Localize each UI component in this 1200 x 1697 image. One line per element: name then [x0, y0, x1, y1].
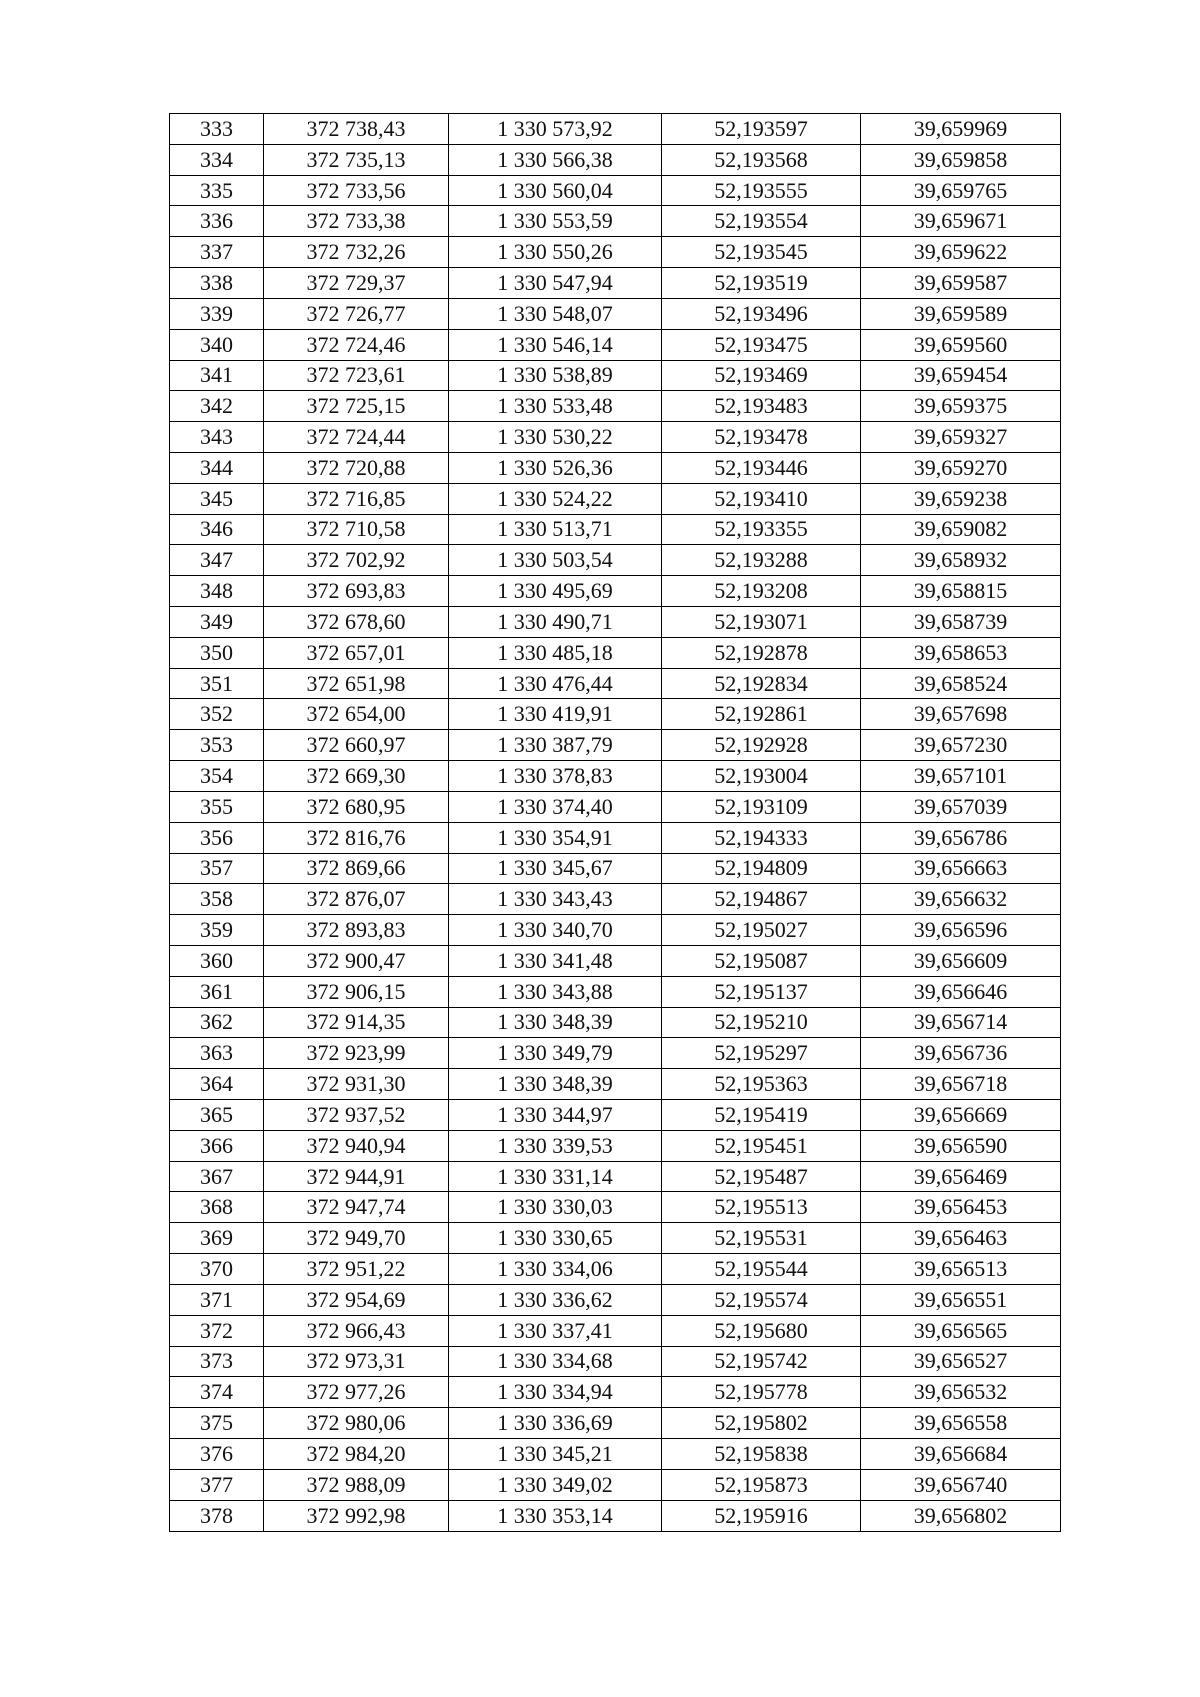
table-cell: 372 729,37 [264, 268, 449, 299]
table-cell: 1 330 336,69 [449, 1408, 662, 1439]
table-row [170, 637, 1061, 668]
table-cell: 52,193446 [662, 452, 861, 483]
table-cell: 362 [170, 1007, 264, 1038]
table-cell: 339 [170, 298, 264, 329]
table-cell: 39,656718 [861, 1069, 1061, 1100]
table-cell: 1 330 526,36 [449, 452, 662, 483]
table-cell: 52,193071 [662, 607, 861, 638]
table-cell: 1 330 337,41 [449, 1315, 662, 1346]
table-cell: 39,659858 [861, 144, 1061, 175]
table-cell: 372 723,61 [264, 360, 449, 391]
table-cell: 1 330 354,91 [449, 822, 662, 853]
table-cell: 52,195363 [662, 1069, 861, 1100]
table-cell: 372 973,31 [264, 1346, 449, 1377]
table-cell: 372 954,69 [264, 1284, 449, 1315]
table-cell: 372 680,95 [264, 791, 449, 822]
table-cell: 39,656786 [861, 822, 1061, 853]
table-cell: 52,192861 [662, 699, 861, 730]
table-cell: 52,193478 [662, 422, 861, 453]
table-cell: 372 980,06 [264, 1408, 449, 1439]
table-cell: 372 702,92 [264, 545, 449, 576]
table-cell: 335 [170, 175, 264, 206]
table-cell: 372 931,30 [264, 1069, 449, 1100]
table-cell: 372 657,01 [264, 637, 449, 668]
table-cell: 372 940,94 [264, 1130, 449, 1161]
table-cell: 1 330 330,03 [449, 1192, 662, 1223]
table-cell: 1 330 560,04 [449, 175, 662, 206]
table-cell: 372 716,85 [264, 483, 449, 514]
table-cell: 39,656669 [861, 1100, 1061, 1131]
table-row [170, 1346, 1061, 1377]
table-cell: 368 [170, 1192, 264, 1223]
table-cell: 372 951,22 [264, 1254, 449, 1285]
table-cell: 372 869,66 [264, 853, 449, 884]
table-cell: 52,194809 [662, 853, 861, 884]
table-cell: 377 [170, 1469, 264, 1500]
table-cell: 367 [170, 1161, 264, 1192]
table-row [170, 1377, 1061, 1408]
table-cell: 39,656513 [861, 1254, 1061, 1285]
table-row [170, 1500, 1061, 1531]
table-cell: 39,656558 [861, 1408, 1061, 1439]
table-cell: 347 [170, 545, 264, 576]
table-cell: 352 [170, 699, 264, 730]
table-cell: 1 330 348,39 [449, 1007, 662, 1038]
table-cell: 39,656740 [861, 1469, 1061, 1500]
table-cell: 52,195087 [662, 945, 861, 976]
table-cell: 372 733,56 [264, 175, 449, 206]
table-cell: 1 330 349,79 [449, 1038, 662, 1069]
table-cell: 52,193475 [662, 329, 861, 360]
table-cell: 39,659327 [861, 422, 1061, 453]
table-cell: 372 738,43 [264, 114, 449, 145]
table-row [170, 822, 1061, 853]
table-cell: 363 [170, 1038, 264, 1069]
table-cell: 52,195742 [662, 1346, 861, 1377]
table-cell: 372 660,97 [264, 730, 449, 761]
table-cell: 39,657101 [861, 761, 1061, 792]
table-row [170, 1408, 1061, 1439]
table-cell: 39,656469 [861, 1161, 1061, 1192]
table-cell: 372 914,35 [264, 1007, 449, 1038]
table-cell: 372 947,74 [264, 1192, 449, 1223]
table-row [170, 452, 1061, 483]
table-cell: 52,193519 [662, 268, 861, 299]
table-cell: 52,193288 [662, 545, 861, 576]
table-cell: 344 [170, 452, 264, 483]
table-row [170, 576, 1061, 607]
table-cell: 372 923,99 [264, 1038, 449, 1069]
table-cell: 366 [170, 1130, 264, 1161]
table-cell: 52,195419 [662, 1100, 861, 1131]
table-cell: 39,656736 [861, 1038, 1061, 1069]
table-row [170, 237, 1061, 268]
table-cell: 39,656802 [861, 1500, 1061, 1531]
table-cell: 340 [170, 329, 264, 360]
table-cell: 364 [170, 1069, 264, 1100]
table-cell: 372 992,98 [264, 1500, 449, 1531]
table-row [170, 391, 1061, 422]
table-cell: 374 [170, 1377, 264, 1408]
table-cell: 1 330 548,07 [449, 298, 662, 329]
table-cell: 1 330 566,38 [449, 144, 662, 175]
table-cell: 372 710,58 [264, 514, 449, 545]
table-cell: 372 669,30 [264, 761, 449, 792]
table-row [170, 1284, 1061, 1315]
table-cell: 343 [170, 422, 264, 453]
table-cell: 1 330 490,71 [449, 607, 662, 638]
table-cell: 1 330 330,65 [449, 1223, 662, 1254]
table-cell: 372 678,60 [264, 607, 449, 638]
table-row [170, 114, 1061, 145]
table-cell: 39,659765 [861, 175, 1061, 206]
table-cell: 39,657230 [861, 730, 1061, 761]
table-cell: 356 [170, 822, 264, 853]
table-cell: 52,192878 [662, 637, 861, 668]
table-row [170, 730, 1061, 761]
table-cell: 1 330 343,88 [449, 976, 662, 1007]
table-cell: 1 330 495,69 [449, 576, 662, 607]
table-row [170, 1223, 1061, 1254]
table-cell: 52,193109 [662, 791, 861, 822]
table-row [170, 144, 1061, 175]
table-cell: 1 330 503,54 [449, 545, 662, 576]
table-cell: 52,195778 [662, 1377, 861, 1408]
table-cell: 52,194867 [662, 884, 861, 915]
table-cell: 52,193355 [662, 514, 861, 545]
table-cell: 52,195027 [662, 915, 861, 946]
table-cell: 361 [170, 976, 264, 1007]
table-cell: 353 [170, 730, 264, 761]
table-cell: 39,659082 [861, 514, 1061, 545]
table-cell: 52,193568 [662, 144, 861, 175]
table-cell: 52,195297 [662, 1038, 861, 1069]
table-cell: 1 330 334,94 [449, 1377, 662, 1408]
table-cell: 357 [170, 853, 264, 884]
table-cell: 52,193554 [662, 206, 861, 237]
table-cell: 372 654,00 [264, 699, 449, 730]
table-cell: 1 330 336,62 [449, 1284, 662, 1315]
table-cell: 372 732,26 [264, 237, 449, 268]
table-cell: 1 330 374,40 [449, 791, 662, 822]
table-cell: 39,659587 [861, 268, 1061, 299]
table-cell: 372 726,77 [264, 298, 449, 329]
table-cell: 1 330 546,14 [449, 329, 662, 360]
table-row [170, 545, 1061, 576]
table-row [170, 1469, 1061, 1500]
table-cell: 39,658815 [861, 576, 1061, 607]
table-cell: 39,656527 [861, 1346, 1061, 1377]
table-cell: 1 330 340,70 [449, 915, 662, 946]
table-row [170, 1161, 1061, 1192]
table-cell: 345 [170, 483, 264, 514]
table-row [170, 884, 1061, 915]
table-cell: 372 977,26 [264, 1377, 449, 1408]
table-cell: 372 651,98 [264, 668, 449, 699]
table-cell: 360 [170, 945, 264, 976]
table-cell: 1 330 345,67 [449, 853, 662, 884]
table-cell: 52,195916 [662, 1500, 861, 1531]
table-row [170, 1007, 1061, 1038]
table-cell: 39,659375 [861, 391, 1061, 422]
table-cell: 52,193555 [662, 175, 861, 206]
table-cell: 372 893,83 [264, 915, 449, 946]
table-row [170, 607, 1061, 638]
table-cell: 39,659622 [861, 237, 1061, 268]
table-cell: 39,659238 [861, 483, 1061, 514]
table-cell: 1 330 349,02 [449, 1469, 662, 1500]
table-row [170, 422, 1061, 453]
table-cell: 372 724,44 [264, 422, 449, 453]
table-cell: 39,656590 [861, 1130, 1061, 1161]
table-cell: 39,658739 [861, 607, 1061, 638]
table-cell: 372 733,38 [264, 206, 449, 237]
table-cell: 372 937,52 [264, 1100, 449, 1131]
table-cell: 372 949,70 [264, 1223, 449, 1254]
table-cell: 39,659969 [861, 114, 1061, 145]
table-cell: 52,193496 [662, 298, 861, 329]
table-cell: 348 [170, 576, 264, 607]
table-cell: 371 [170, 1284, 264, 1315]
table-cell: 375 [170, 1408, 264, 1439]
table-cell: 351 [170, 668, 264, 699]
table-cell: 334 [170, 144, 264, 175]
table-cell: 1 330 339,53 [449, 1130, 662, 1161]
table-row [170, 483, 1061, 514]
table-cell: 52,195513 [662, 1192, 861, 1223]
table-cell: 1 330 348,39 [449, 1069, 662, 1100]
table-row [170, 1192, 1061, 1223]
table-cell: 1 330 343,43 [449, 884, 662, 915]
table-body [170, 114, 1061, 1532]
table-cell: 52,194333 [662, 822, 861, 853]
table-row [170, 915, 1061, 946]
table-cell: 52,195574 [662, 1284, 861, 1315]
table-cell: 372 944,91 [264, 1161, 449, 1192]
table-row [170, 1038, 1061, 1069]
table-cell: 373 [170, 1346, 264, 1377]
table-cell: 372 [170, 1315, 264, 1346]
coordinates-table [169, 113, 1061, 1532]
table-cell: 39,656453 [861, 1192, 1061, 1223]
table-cell: 52,195680 [662, 1315, 861, 1346]
table-row [170, 1130, 1061, 1161]
table-row [170, 514, 1061, 545]
table-row [170, 668, 1061, 699]
table-cell: 52,195137 [662, 976, 861, 1007]
table-cell: 372 725,15 [264, 391, 449, 422]
table-row [170, 1315, 1061, 1346]
table-cell: 1 330 553,59 [449, 206, 662, 237]
table-cell: 39,657698 [861, 699, 1061, 730]
table-cell: 1 330 341,48 [449, 945, 662, 976]
table-cell: 354 [170, 761, 264, 792]
table-cell: 39,656714 [861, 1007, 1061, 1038]
table-cell: 336 [170, 206, 264, 237]
table-cell: 372 900,47 [264, 945, 449, 976]
table-cell: 1 330 353,14 [449, 1500, 662, 1531]
table-row [170, 360, 1061, 391]
table-cell: 355 [170, 791, 264, 822]
table-cell: 372 966,43 [264, 1315, 449, 1346]
table-row [170, 206, 1061, 237]
table-cell: 369 [170, 1223, 264, 1254]
table-cell: 52,192928 [662, 730, 861, 761]
table-cell: 1 330 524,22 [449, 483, 662, 514]
table-cell: 1 330 533,48 [449, 391, 662, 422]
table-cell: 365 [170, 1100, 264, 1131]
table-cell: 358 [170, 884, 264, 915]
table-cell: 1 330 387,79 [449, 730, 662, 761]
table-cell: 39,656532 [861, 1377, 1061, 1408]
table-cell: 52,193410 [662, 483, 861, 514]
table-cell: 372 724,46 [264, 329, 449, 360]
table-cell: 359 [170, 915, 264, 946]
table-row [170, 1100, 1061, 1131]
table-cell: 39,656565 [861, 1315, 1061, 1346]
table-cell: 39,656596 [861, 915, 1061, 946]
table-cell: 39,658524 [861, 668, 1061, 699]
table-cell: 1 330 550,26 [449, 237, 662, 268]
table-cell: 39,656463 [861, 1223, 1061, 1254]
table-row [170, 976, 1061, 1007]
table-cell: 52,192834 [662, 668, 861, 699]
table-cell: 1 330 547,94 [449, 268, 662, 299]
table-cell: 52,193483 [662, 391, 861, 422]
table-cell: 1 330 485,18 [449, 637, 662, 668]
table-row [170, 853, 1061, 884]
table-cell: 39,658932 [861, 545, 1061, 576]
table-cell: 39,659270 [861, 452, 1061, 483]
table-cell: 338 [170, 268, 264, 299]
table-cell: 52,195802 [662, 1408, 861, 1439]
table-cell: 39,659454 [861, 360, 1061, 391]
table-row [170, 329, 1061, 360]
table-cell: 39,659589 [861, 298, 1061, 329]
table-cell: 39,656646 [861, 976, 1061, 1007]
table-cell: 372 984,20 [264, 1438, 449, 1469]
table-cell: 372 876,07 [264, 884, 449, 915]
table-cell: 333 [170, 114, 264, 145]
table-cell: 372 735,13 [264, 144, 449, 175]
table-cell: 1 330 334,68 [449, 1346, 662, 1377]
table-cell: 39,656609 [861, 945, 1061, 976]
table-cell: 372 720,88 [264, 452, 449, 483]
table-cell: 39,658653 [861, 637, 1061, 668]
table-cell: 52,195838 [662, 1438, 861, 1469]
table-row [170, 298, 1061, 329]
table-cell: 372 988,09 [264, 1469, 449, 1500]
table-cell: 1 330 530,22 [449, 422, 662, 453]
table-cell: 1 330 419,91 [449, 699, 662, 730]
table-cell: 372 906,15 [264, 976, 449, 1007]
table-cell: 1 330 344,97 [449, 1100, 662, 1131]
table-cell: 346 [170, 514, 264, 545]
table-cell: 52,193004 [662, 761, 861, 792]
table-cell: 1 330 476,44 [449, 668, 662, 699]
table-cell: 372 693,83 [264, 576, 449, 607]
table-row [170, 945, 1061, 976]
table-row [170, 1069, 1061, 1100]
table-cell: 39,657039 [861, 791, 1061, 822]
table-cell: 52,195531 [662, 1223, 861, 1254]
table-cell: 39,656551 [861, 1284, 1061, 1315]
table-cell: 52,195544 [662, 1254, 861, 1285]
table-cell: 52,195451 [662, 1130, 861, 1161]
table-row [170, 268, 1061, 299]
table-cell: 52,195210 [662, 1007, 861, 1038]
table-cell: 52,193469 [662, 360, 861, 391]
table-cell: 39,659560 [861, 329, 1061, 360]
table-cell: 52,195487 [662, 1161, 861, 1192]
table-cell: 1 330 573,92 [449, 114, 662, 145]
table-row [170, 1254, 1061, 1285]
table-cell: 1 330 513,71 [449, 514, 662, 545]
table-cell: 349 [170, 607, 264, 638]
table-row [170, 761, 1061, 792]
table-cell: 39,659671 [861, 206, 1061, 237]
table-cell: 378 [170, 1500, 264, 1531]
table-cell: 39,656632 [861, 884, 1061, 915]
table-cell: 1 330 334,06 [449, 1254, 662, 1285]
table-cell: 350 [170, 637, 264, 668]
table-cell: 372 816,76 [264, 822, 449, 853]
table-cell: 1 330 538,89 [449, 360, 662, 391]
table-cell: 376 [170, 1438, 264, 1469]
table-cell: 39,656684 [861, 1438, 1061, 1469]
table-cell: 39,656663 [861, 853, 1061, 884]
table-cell: 1 330 378,83 [449, 761, 662, 792]
table-cell: 337 [170, 237, 264, 268]
table-cell: 52,193208 [662, 576, 861, 607]
table-cell: 341 [170, 360, 264, 391]
table-cell: 370 [170, 1254, 264, 1285]
table-row [170, 699, 1061, 730]
table-cell: 1 330 345,21 [449, 1438, 662, 1469]
table-cell: 52,193597 [662, 114, 861, 145]
table-row [170, 791, 1061, 822]
table-row [170, 175, 1061, 206]
table-row [170, 1438, 1061, 1469]
table-cell: 342 [170, 391, 264, 422]
table-cell: 1 330 331,14 [449, 1161, 662, 1192]
table-cell: 52,193545 [662, 237, 861, 268]
table-cell: 52,195873 [662, 1469, 861, 1500]
